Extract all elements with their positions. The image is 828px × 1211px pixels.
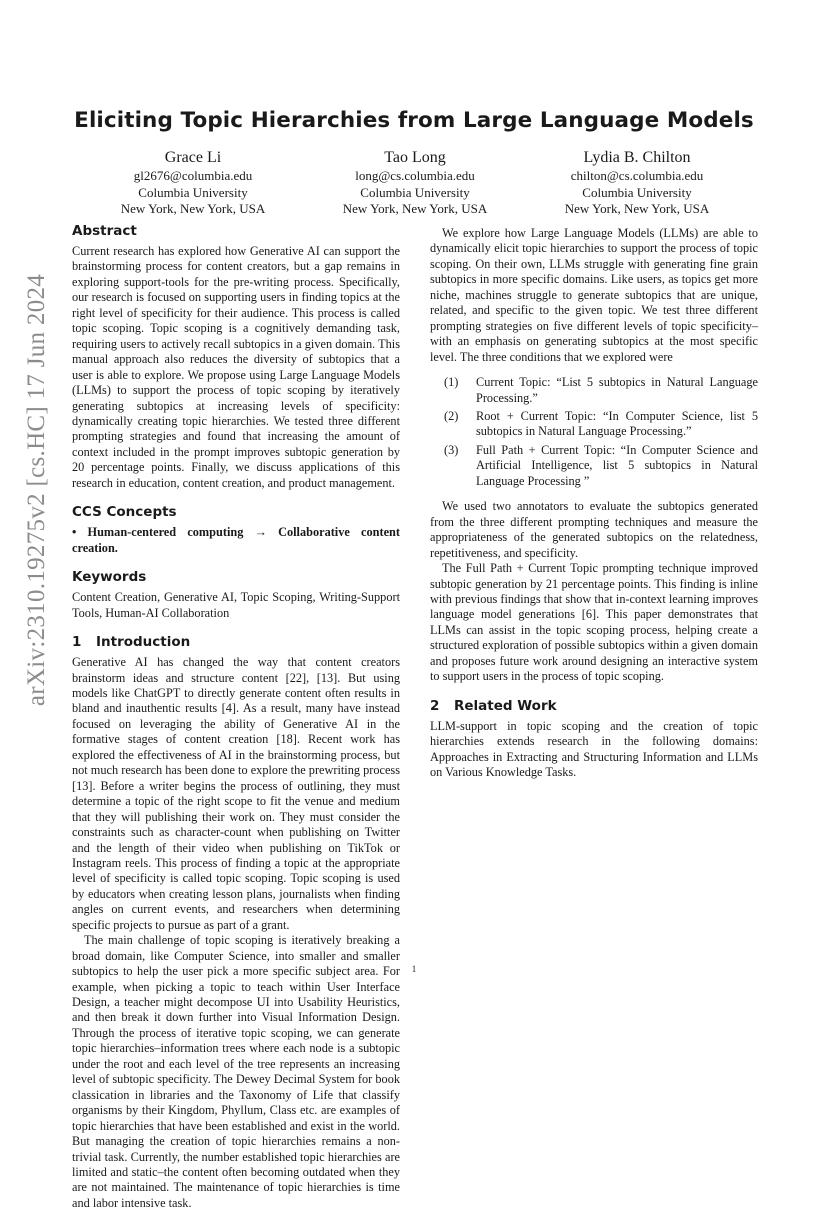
- author-name: Lydia B. Chilton: [583, 149, 691, 166]
- condition-item: (2) Root + Current Topic: “In Computer Science, list 5 subtopics in Natural Language Processing.”: [444, 408, 758, 439]
- author-block: [290, 148, 540, 218]
- author-location: New York, New York, USA: [120, 201, 266, 216]
- introduction-paragraph: We explore how Large Language Models (LLMs) are able to dynamically elicit topic hierarchies to support the process of topic scoping. On their own, LLMs struggle with generating fine grain subtopics in more specific domains. Like users, as topics get more niche, machines struggle to generate subtopics that are unique, related, and specific to the given topic. We test three different prompting strategies on five different levels of topic specificity–with an emphasis on generating subtopics at the most specific level. The three conditions that we explored were: [430, 226, 758, 364]
- section-number: 1: [72, 634, 82, 651]
- ccs-heading: CCS Concepts: [72, 504, 177, 521]
- keywords-text: Content Creation, Generative AI, Topic Scoping, Writing-Support Tools, Human-AI Collaboration: [72, 590, 400, 620]
- page-number: 1: [411, 964, 417, 974]
- introduction-paragraph: The Full Path + Current Topic prompting technique improved subtopic generation by 21 percentage points. This finding is inline with previous findings that show that in-context learning improves language model generations [6]. This paper demonstrates that LLMs can assist in the topic scoping process, helping create a structured exploration of possible subtopics within a given domain and proposes future work around designing an interactive system to support users in the process of topic scoping.: [430, 561, 758, 684]
- keywords-heading: Keywords: [72, 569, 147, 586]
- condition-item: (1) Current Topic: “List 5 subtopics in Natural Language Processing.”: [444, 375, 758, 405]
- abstract-heading: Abstract: [72, 223, 137, 239]
- conditions-list: [444, 375, 758, 489]
- introduction-heading: [72, 633, 400, 651]
- section-title: Introduction: [96, 634, 191, 651]
- section-number: 2: [430, 697, 440, 714]
- author-block: [68, 148, 318, 218]
- author-email: chilton@cs.columbia.edu: [570, 168, 704, 183]
- author-affiliation: Columbia University: [582, 184, 692, 200]
- author-name: Grace Li: [164, 149, 222, 166]
- condition-item: (3) Full Path + Current Topic: “In Computer Science and Artificial Intelligence, list 5 subtopics in Natural Language Processing ”: [444, 442, 758, 488]
- introduction-paragraph: We used two annotators to evaluate the subtopics generated from the three different prompting techniques and measure the appropriateness of the generated subtopics on the relatedness, repetitiveness, and specificity.: [430, 499, 758, 560]
- left-column: [72, 222, 400, 1211]
- author-location: New York, New York, USA: [564, 201, 710, 216]
- abstract-text: Current research has explored how Generative AI can support the brainstorming process for content creators, but a gap remains in exploring support-tools for the pre-writing process. Specifically, our research is focused on supporting users in finding topics at the right level of specificity for their audience. This process is called topic scoping. Topic scoping is a cognitively demanding task, requiring users to actively recall subtopics in a given domain. This manual approach also reduces the diversity of subtopics that a user is able to explore. We propose using Large Language Models (LLMs) to support the process of topic scoping by iteratively generating subtopics at increasing levels of specificity: dynamically creating topic hierarchies. We tested three different prompting strategies and found that increasing the amount of context included in the prompt improves subtopic generation by 20 percentage points. Finally, we discuss applications of this research in education, content creation, and product management.: [72, 244, 400, 490]
- right-column: [430, 226, 758, 781]
- arxiv-identifier: [14, 273, 60, 707]
- author-email: gl2676@columbia.edu: [133, 168, 253, 183]
- section-title: Related Work: [454, 697, 557, 714]
- author-email: long@cs.columbia.edu: [355, 168, 475, 183]
- related-work-paragraph: LLM-support in topic scoping and the creation of topic hierarchies extends research in the following domains: Approaches in Extracting and Structuring Information and LLMs on Various Knowledge Tasks.: [430, 718, 758, 780]
- author-affiliation: Columbia University: [138, 184, 248, 200]
- ccs-text: • Human-centered computing → Collaborative content creation.: [72, 525, 400, 555]
- author-affiliation: Columbia University: [360, 184, 470, 200]
- introduction-paragraph: Generative AI has changed the way that content creators brainstorm ideas and structure content [22], [13]. But using models like ChatGPT to directly generate content often results in bland and inauthentic results [4]. As a result, many have instead focused on leveraging the ability of Generative AI in the formative stages of content creation [18]. Recent work has explored the effectiveness of AI in the brainstorming process, but not much research has been done to explore the prewriting process [13]. Before a writer begins the process of outlining, they must determine a topic of the right scope to fit the venue and medium that they will publishing their work on. They must consider the constraints such as character-count when publishing on Twitter and the length of their video when publishing on TikTok or Instagram reels. This process of finding a topic at the appropriate level of specificity is called topic scoping. Topic scoping is used by educators when creating lesson plans, journalists when finding angles on current events, and researchers when determining specific projects to pursue as part of a grant.: [72, 655, 400, 932]
- introduction-paragraph: The main challenge of topic scoping is iteratively breaking a broad domain, like Computer Science, into smaller and smaller subtopics to help the user pick a more specific subject area. For example, when picking a topic to teach within User Interface Design, a teacher might decompose UI into Usability Heuristics, and then break it down further into Visual Information Design. Through the process of iterative topic scoping, we can generate topic hierarchies–information trees where each node is a subtopic under the root and each level of the tree represents an increasing level of subtopic specificity. The Dewey Decimal System for book classication in libraries and the Taxonomy of Life that classify organisms by their Kingdom, Phyllum, Class etc. are examples of topic hierarchies that have been established and exist in the world. But managing the creation of topic hierarchies remains a non-trivial task. Currently, the number established topic hierarchies are limited and static–the content often becoming outdated when they are not maintained. The maintenance of topic hierarchies is time and labor intensive task.: [72, 933, 400, 1210]
- author-block: [512, 148, 762, 218]
- author-name: Tao Long: [384, 149, 446, 166]
- author-location: New York, New York, USA: [342, 201, 488, 216]
- paper-title: Eliciting Topic Hierarchies from Large Language Models: [74, 108, 754, 133]
- arxiv-identifier-text: arXiv:2310.19275v2 [cs.HC] 17 Jun 2024: [23, 273, 51, 707]
- related-work-heading: [430, 697, 758, 715]
